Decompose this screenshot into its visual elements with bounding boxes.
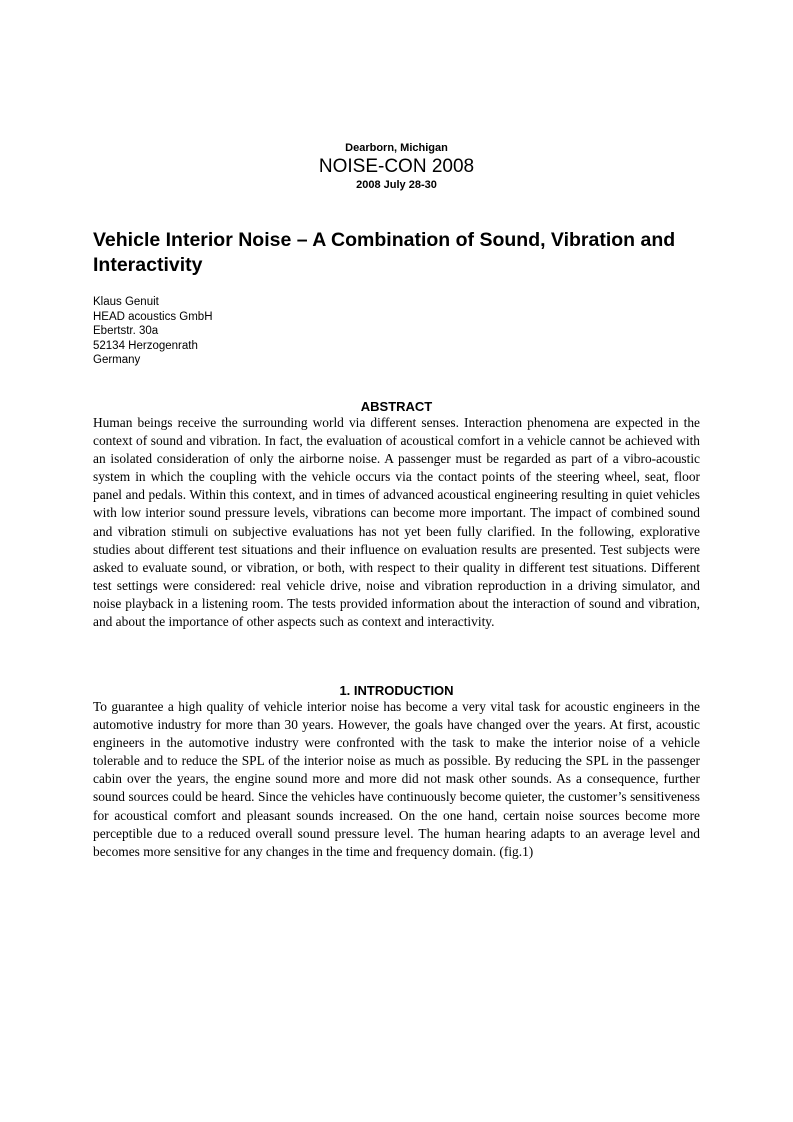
introduction-text: To guarantee a high quality of vehicle interior noise has become a very vital task for acoustic engineers in the automotive industry for more than 30 years. However, the goals have changed over the years. At first, acoustic engineers in the automotive industry were confronted with the task to make the interior noise of a vehicle tolerable and to reduce the SPL of the interior noise as much as possible. By reducing the SPL in the passenger cabin over the years, the engine sound more and more did not mask other sounds. As a consequence, further sound sources could be heard. Since the vehicles have continuously become quieter, the customer’s sensitiveness for acoustical comfort and pleasant sounds increased. On the one hand, certain noise sources become more perceptible due to a reduced overall sound pressure level. The human hearing adapts to an average level and becomes more sensitive for any changes in the time and frequency domain. (fig.1) [93,699,700,859]
abstract-heading: ABSTRACT [360,399,433,414]
author-organization: HEAD acoustics GmbH [93,310,213,323]
author-name: Klaus Genuit [93,296,159,308]
conference-dates: 2008 July 28-30 [356,179,437,191]
abstract-text: Human beings receive the surrounding world via different senses. Interaction phenomena are expected in the context of sound and vibration. In fact, the evaluation of acoustical comfort in a vehicle cannot be achieved with an isolated consideration of only the airborne noise. A passenger must be regarded as part of a vibro-acoustic system in which the coupling with the vehicle occurs via the contact points of the steering wheel, seat, floor panel and pedals. Within this context, and in times of advanced acoustical engineering resulting in quiet vehicles with low interior sound pressure levels, vibrations can become more important. The impact of combined sound and vibration stimuli on subjective evaluations has not yet been fully clarified. In the following, explorative studies about different test situations and their influence on evaluation results are presented. Test subjects were asked to evaluate sound, or vibration, or both, with respect to their quality in different test situations. Different test settings were considered: real vehicle drive, noise and vibration reproduction in a driving simulator, and noise playback in a listening room. The tests provided information about the interaction of sound and vibration, and about the importance of other aspects such as context and interactivity. [93,415,700,630]
paper-title: Vehicle Interior Noise – A Combination of Sound, Vibration and Interactivity [93,229,676,276]
author-street: Ebertstr. 30a [93,325,159,338]
author-country: Germany [93,354,141,367]
author-city: 52134 Herzogenrath [93,339,198,352]
introduction-heading: 1. INTRODUCTION [339,683,454,698]
conference-name: NOISE-CON 2008 [318,156,475,177]
author-block [93,295,493,368]
conference-location: Dearborn, Michigan [345,142,448,154]
